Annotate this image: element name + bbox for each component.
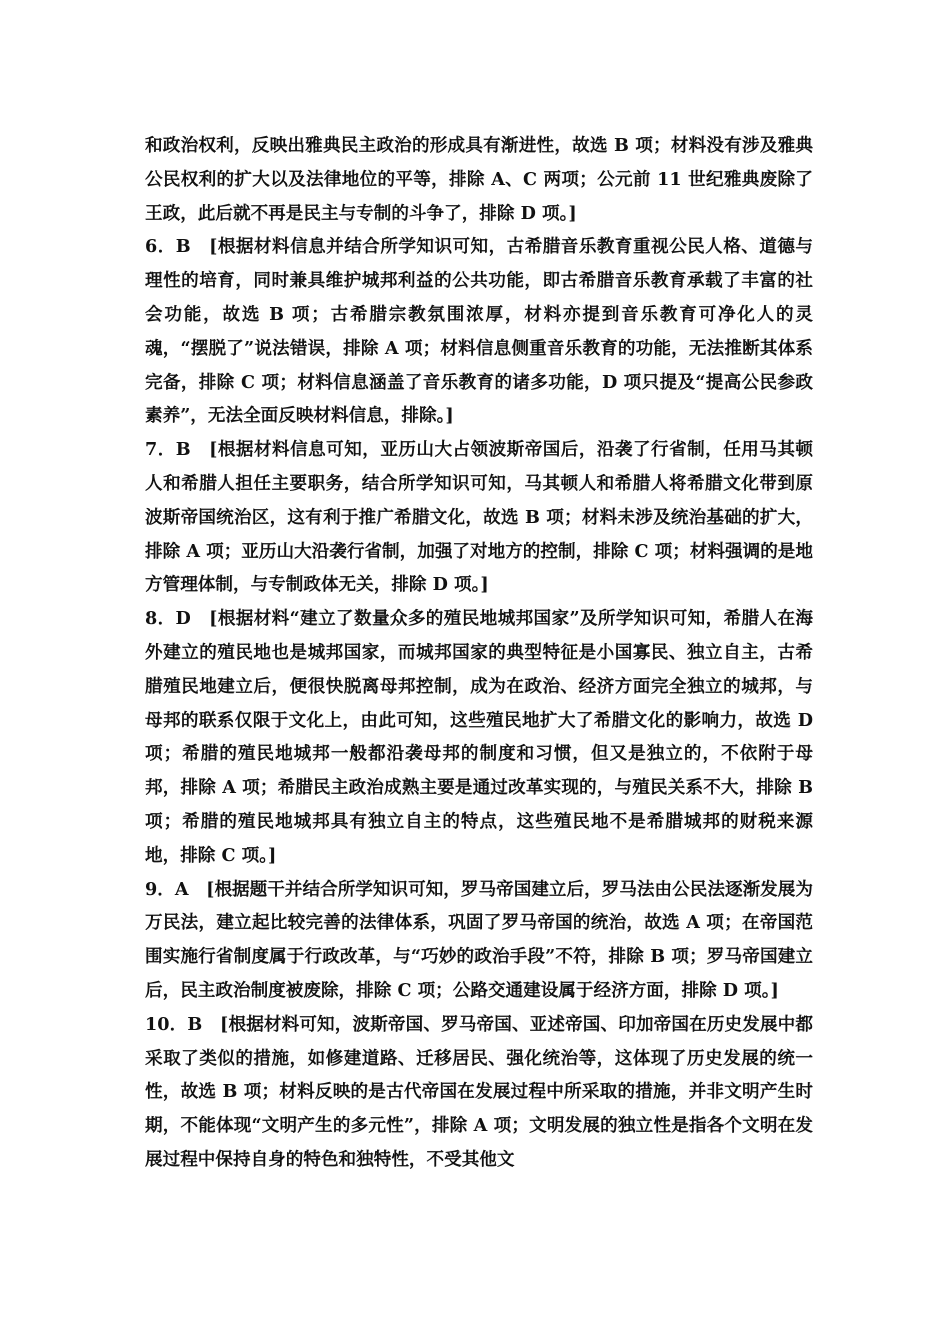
explanation-question-7: 7．B [根据材料信息可知，亚历山大占领波斯帝国后，沿袭了行省制，任用马其顿人和希腊人担任主要职务，结合所学知识可知，马其顿人和希腊人将希腊文化带到原波斯帝国统治区，这有利于推广希腊文化，故选 B 项；材料未涉及统治基础的扩大，排除 A 项；亚历山大沿袭行省制，加强了对地方的控制，排除 C 项；材料强调的是地方管理体制，与专制政体无关，排除 D 项。] [145, 439, 813, 596]
answer-explanations [145, 129, 813, 1177]
explanation-continued: 和政治权利，反映出雅典民主政治的形成具有渐进性，故选 B 项；材料没有涉及雅典公民权利的扩大以及法律地位的平等，排除 A、C 两项；公元前 11 世纪雅典废除了王政，此后就不再是民主与专制的斗争了，排除 D 项。] [145, 135, 813, 224]
explanation-question-6: 6．B [根据材料信息并结合所学知识可知，古希腊音乐教育重视公民人格、道德与理性的培育，同时兼具维护城邦利益的公共功能，即古希腊音乐教育承载了丰富的社会功能，故选 B 项；古希腊宗教氛围浓厚，材料亦提到音乐教育可净化人的灵魂，“摆脱了”说法错误，排除 A 项；材料信息侧重音乐教育的功能，无法推断其体系完备，排除 C 项；材料信息涵盖了音乐教育的诸多功能，D 项只提及“提高公民参政素养”，无法全面反映材料信息，排除。] [145, 236, 813, 427]
explanation-question-9: 9．A [根据题干并结合所学知识可知，罗马帝国建立后，罗马法由公民法逐渐发展为万民法，建立起比较完善的法律体系，巩固了罗马帝国的统治，故选 A 项；在帝国范围实施行省制度属于行政改革，与“巧妙的政治手段”不符，排除 B 项；罗马帝国建立后，民主政治制度被废除，排除 C 项；公路交通建设属于经济方面，排除 D 项。] [145, 878, 813, 1001]
explanation-question-8: 8．D [根据材料“建立了数量众多的殖民地城邦国家”及所学知识可知，希腊人在海外建立的殖民地也是城邦国家，而城邦国家的典型特征是小国寡民、独立自主，古希腊殖民地建立后，便很快脱离母邦控制，成为在政治、经济方面完全独立的城邦，与母邦的联系仅限于文化上，由此可知，这些殖民地扩大了希腊文化的影响力，故选 D 项；希腊的殖民地城邦一般都沿袭母邦的制度和习惯，但又是独立的，不依附于母邦，排除 A 项；希腊民主政治成熟主要是通过改革实现的，与殖民关系不大，排除 B 项；希腊的殖民地城邦具有独立自主的特点，这些殖民地不是希腊城邦的财税来源地，排除 C 项。] [145, 608, 813, 866]
explanation-question-10: 10．B [根据材料可知，波斯帝国、罗马帝国、亚述帝国、印加帝国在历史发展中都采取了类似的措施，如修建道路、迁移居民、强化统治等，这体现了历史发展的统一性，故选 B 项；材料反映的是古代帝国在发展过程中所采取的措施，并非文明产生时期，不能体现“文明产生的多元性”，排除 A 项；文明发展的独立性是指各个文明在发展过程中保持自身的特色和独特性，不受其他文 [145, 1013, 813, 1170]
